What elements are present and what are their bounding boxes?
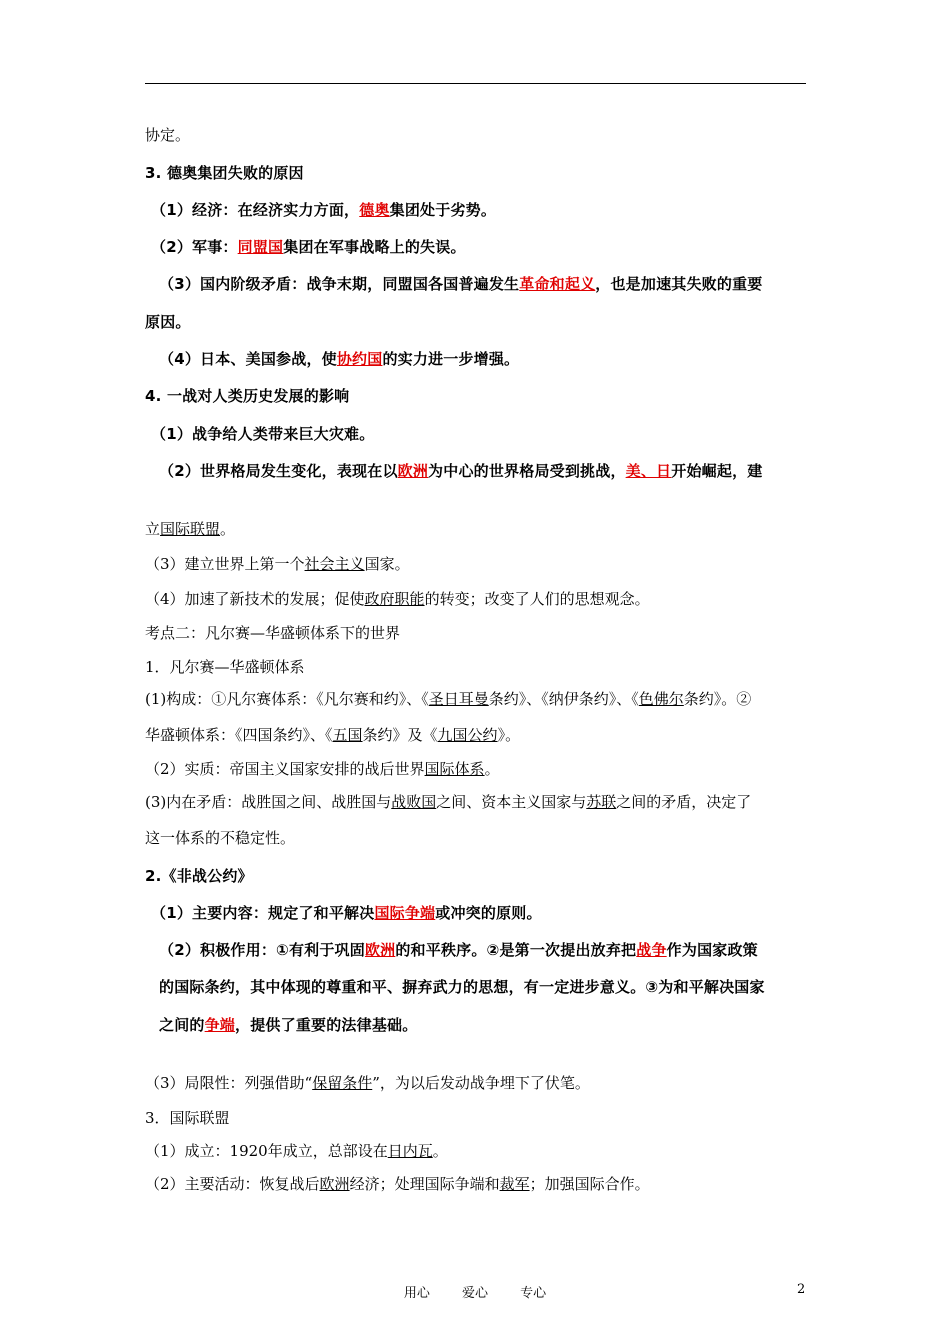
text-line [145, 828, 295, 848]
text-segment: 的和平秩序。②是第一次提出放弃把 [395, 941, 637, 959]
text-line [159, 940, 758, 960]
highlight-keyword: 美、日 [625, 462, 672, 480]
underlined-keyword: 国际体系 [424, 760, 485, 778]
header-rule [145, 83, 806, 84]
text-segment: 原因。 [145, 313, 191, 331]
text-segment: 的转变；改变了人们的思想观念。 [424, 590, 650, 608]
text-line [145, 554, 410, 574]
footer-word: 用心 [403, 1286, 430, 1301]
text-line [151, 237, 466, 257]
text-line [145, 386, 349, 406]
text-segment: 3．国际联盟 [145, 1109, 230, 1127]
highlight-keyword: 同盟国 [237, 238, 284, 256]
text-segment: 国家。 [364, 555, 410, 573]
underlined-keyword: 社会主义 [304, 555, 365, 573]
text-line [145, 725, 520, 745]
text-segment: 。 [484, 760, 500, 778]
highlight-keyword: 德奥 [359, 201, 390, 219]
highlight-keyword: 协约国 [336, 350, 383, 368]
text-segment: （3）局限性：列强借助“ [145, 1074, 313, 1092]
text-line [145, 519, 235, 539]
text-segment: （1）主要内容：规定了和平解决 [151, 904, 375, 922]
highlight-keyword: 战争 [636, 941, 667, 959]
text-segment: 开始崛起，建 [671, 462, 763, 480]
text-line [145, 312, 191, 332]
underlined-keyword: 政府职能 [364, 590, 425, 608]
page-number: 2 [797, 1282, 806, 1297]
text-line [145, 1174, 650, 1194]
text-segment: (3)内在矛盾：战胜国之间、战胜国与 [145, 793, 392, 811]
text-line [159, 461, 762, 481]
underlined-keyword: 欧洲 [319, 1175, 350, 1193]
highlight-keyword: 争端 [204, 1016, 236, 1034]
text-segment: 协定。 [145, 126, 191, 144]
text-segment: （3）建立世界上第一个 [145, 555, 305, 573]
underlined-keyword: 五国 [332, 726, 363, 744]
text-line [151, 200, 496, 220]
text-segment: （2）实质：帝国主义国家安排的战后世界 [145, 760, 425, 778]
text-segment: 立 [145, 520, 161, 538]
text-segment: （1）经济：在经济实力方面， [151, 201, 360, 219]
text-segment: （1）战争给人类带来巨大灾难。 [151, 425, 375, 443]
underlined-keyword: 圣日耳曼 [428, 690, 489, 708]
underlined-keyword: 战败国 [391, 793, 437, 811]
text-segment: 3. 德奥集团失败的原因 [145, 164, 304, 182]
text-line [151, 903, 542, 923]
text-segment: 2.《非战公约》 [145, 867, 253, 885]
underlined-keyword: 国际联盟 [160, 520, 221, 538]
text-line [159, 274, 762, 294]
highlight-keyword: 革命和起义 [519, 275, 596, 293]
text-segment: 或冲突的原则。 [435, 904, 542, 922]
text-segment: 为中心的世界格局受到挑战， [428, 462, 626, 480]
text-segment: （1）成立：1920年成立，总部设在 [145, 1142, 388, 1160]
text-line [145, 1073, 590, 1093]
text-segment: 之间的 [159, 1016, 205, 1034]
text-segment: 条约》。② [683, 690, 752, 708]
text-segment: （2）军事： [151, 238, 238, 256]
underlined-keyword: 保留条件 [312, 1074, 373, 1092]
text-segment: 条约》及《 [362, 726, 438, 744]
text-line [145, 589, 650, 609]
text-segment: 。 [220, 520, 236, 538]
text-segment: 考点二：凡尔赛—华盛顿体系下的世界 [145, 624, 401, 642]
text-segment: （2）积极作用：①有利于巩固 [159, 941, 365, 959]
text-segment: 华盛顿体系：《四国条约》、《 [145, 726, 333, 744]
text-segment: （2）主要活动：恢复战后 [145, 1175, 320, 1193]
text-line [145, 792, 751, 812]
text-segment: 经济；处理国际争端和 [349, 1175, 500, 1193]
footer-motto [0, 1282, 950, 1301]
underlined-keyword: 苏联 [586, 793, 617, 811]
text-segment: 集团处于劣势。 [389, 201, 497, 219]
text-segment: 条约》、《纳伊条约》、《 [488, 690, 639, 708]
highlight-keyword: 欧洲 [397, 462, 429, 480]
text-segment: （4）日本、美国参战，使 [159, 350, 337, 368]
text-segment: 集团在军事战略上的失误。 [283, 238, 466, 256]
footer-word: 专心 [520, 1286, 547, 1301]
text-segment: 。 [432, 1142, 448, 1160]
text-segment: 4. 一战对人类历史发展的影响 [145, 387, 350, 405]
text-line [145, 866, 253, 886]
text-line [145, 125, 190, 145]
text-segment: (1)构成：①凡尔赛体系：《凡尔赛和约》、《 [145, 690, 429, 708]
underlined-keyword: 裁军 [499, 1175, 530, 1193]
underlined-keyword: 色佛尔 [638, 690, 684, 708]
text-segment: （4）加速了新技术的发展；促使 [145, 590, 365, 608]
text-segment: 》。 [497, 726, 521, 744]
text-line [145, 623, 400, 643]
text-segment: 的实力进一步增强。 [382, 350, 520, 368]
text-segment: 作为国家政策 [666, 941, 758, 959]
text-line [159, 977, 765, 997]
text-segment: 之间的矛盾，决定了 [616, 793, 752, 811]
highlight-keyword: 国际争端 [374, 904, 436, 922]
text-segment: （3）国内阶级矛盾：战争末期，同盟国各国普遍发生 [159, 275, 520, 293]
text-line [145, 163, 304, 183]
text-line [145, 1141, 448, 1161]
text-segment: ”，为以后发动战争埋下了伏笔。 [372, 1074, 590, 1092]
text-segment: 之间、资本主义国家与 [436, 793, 587, 811]
underlined-keyword: 九国公约 [437, 726, 498, 744]
text-segment: 1．凡尔赛—华盛顿体系 [145, 658, 305, 676]
underlined-keyword: 日内瓦 [387, 1142, 433, 1160]
text-segment: 的国际条约，其中体现的尊重和平、摒弃武力的思想，有一定进步意义。③为和平解决国家 [159, 978, 765, 996]
text-line [151, 424, 374, 444]
text-line [145, 759, 500, 779]
text-line [159, 1015, 417, 1035]
text-segment: ，也是加速其失败的重要 [595, 275, 763, 293]
text-segment: ，提供了重要的法律基础。 [235, 1016, 418, 1034]
text-segment: （2）世界格局发生变化，表现在以 [159, 462, 398, 480]
highlight-keyword: 欧洲 [364, 941, 396, 959]
text-line [159, 349, 519, 369]
footer-word: 爱心 [461, 1286, 488, 1301]
text-segment: ；加强国际合作。 [529, 1175, 650, 1193]
text-line [145, 1108, 230, 1128]
text-line [145, 689, 751, 709]
text-segment: 这一体系的不稳定性。 [145, 829, 296, 847]
text-line [145, 657, 305, 677]
